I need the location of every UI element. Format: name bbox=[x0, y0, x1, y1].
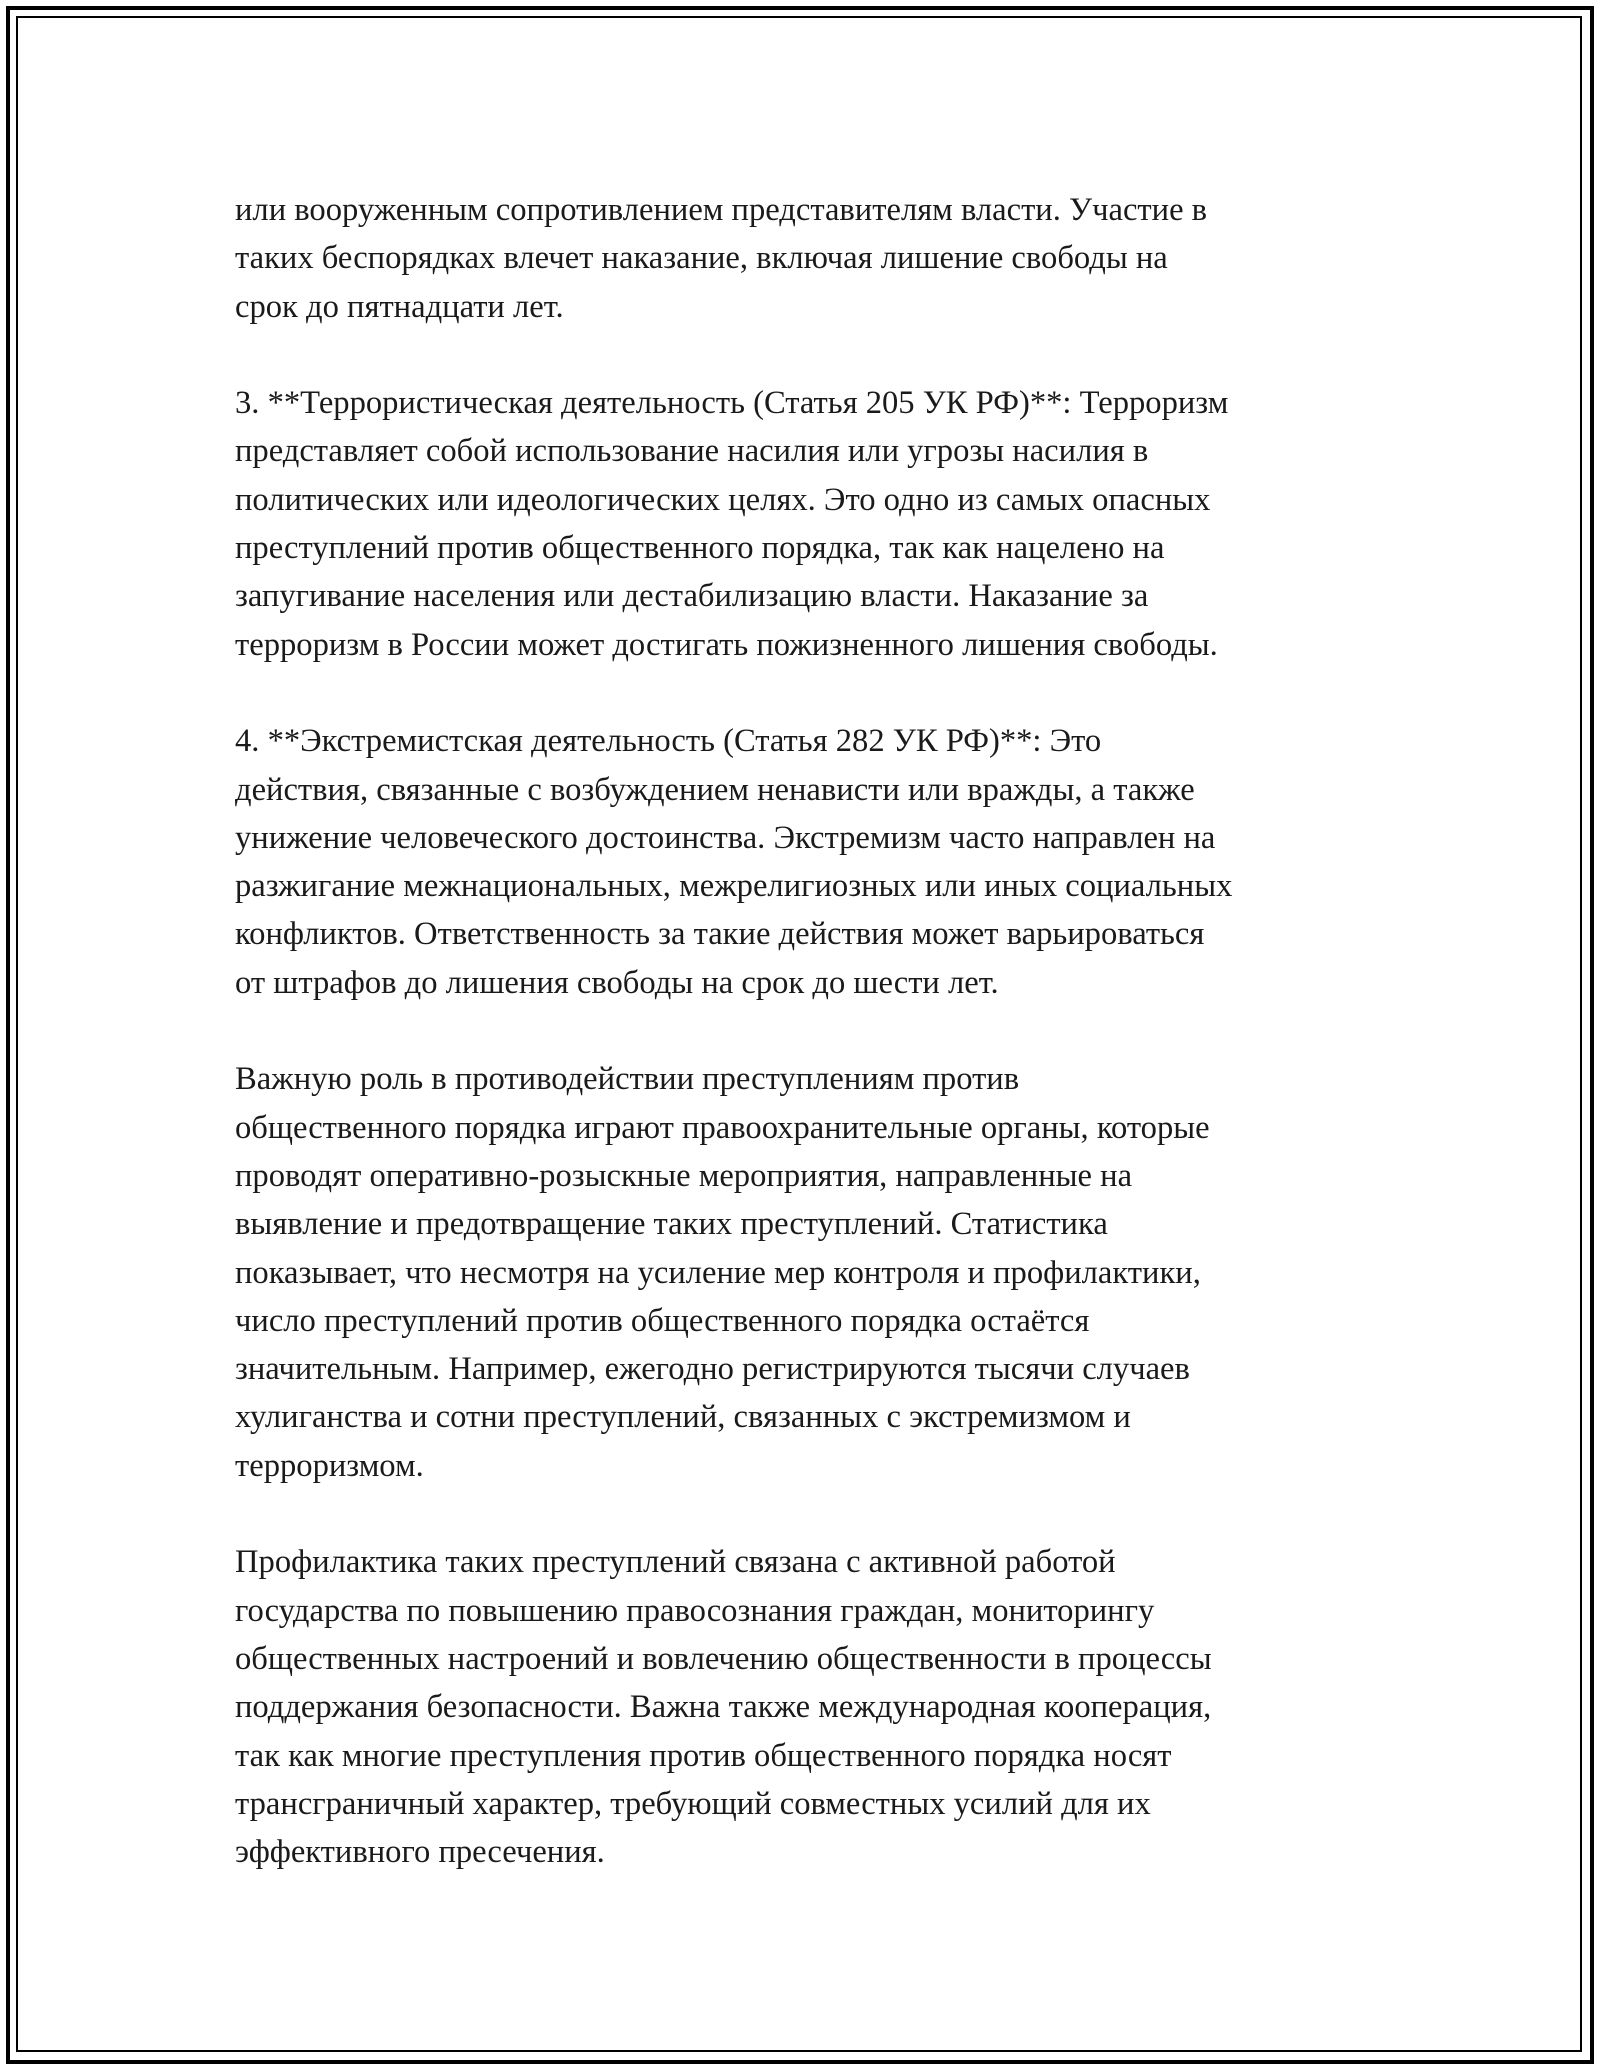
text-line: таких беспорядках влечет наказание, включая лишение свободы на bbox=[235, 240, 1168, 277]
text-line: срок до пятнадцати лет. bbox=[235, 288, 564, 325]
text-line: число преступлений против общественного порядка остаётся bbox=[235, 1302, 1090, 1339]
text-line: унижение человеческого достоинства. Экстремизм часто направлен на bbox=[235, 819, 1216, 856]
paragraph-terrorism bbox=[235, 379, 1375, 669]
text-line: выявление и предотвращение таких преступлений. Статистика bbox=[235, 1206, 1108, 1243]
text-line: запугивание населения или дестабилизацию власти. Наказание за bbox=[235, 578, 1149, 615]
paragraph-prevention bbox=[235, 1538, 1375, 1876]
text-line: Важную роль в противодействии преступлениям против bbox=[235, 1061, 1020, 1098]
text-line: действия, связанные с возбуждением ненависти или вражды, а также bbox=[235, 771, 1195, 808]
text-line: политических или идеологических целях. Это одно из самых опасных bbox=[235, 481, 1211, 518]
paragraph-riots-continuation bbox=[235, 186, 1375, 331]
paragraph-extremism bbox=[235, 717, 1375, 1007]
text-line: трансграничный характер, требующий совместных усилий для их bbox=[235, 1785, 1151, 1822]
text-line: конфликтов. Ответственность за такие действия может варьироваться bbox=[235, 916, 1205, 953]
text-line: проводят оперативно-розыскные мероприятия, направленные на bbox=[235, 1157, 1133, 1194]
paragraph-law-enforcement bbox=[235, 1055, 1375, 1490]
text-line: общественного порядка играют правоохранительные органы, которые bbox=[235, 1109, 1210, 1146]
document-body bbox=[235, 186, 1375, 1925]
text-line: терроризм в России может достигать пожизненного лишения свободы. bbox=[235, 626, 1218, 663]
text-line: преступлений против общественного порядка, так как нацелено на bbox=[235, 530, 1165, 567]
text-line: терроризмом. bbox=[235, 1447, 424, 1484]
text-line: разжигание межнациональных, межрелигиозных или иных социальных bbox=[235, 868, 1233, 905]
text-line: показывает, что несмотря на усиление мер контроля и профилактики, bbox=[235, 1254, 1201, 1291]
text-line: 3. **Террористическая деятельность (Статья 205 УК РФ)**: Терроризм bbox=[235, 385, 1229, 422]
text-line: 4. **Экстремистская деятельность (Статья 282 УК РФ)**: Это bbox=[235, 723, 1102, 760]
text-line: эффективного пресечения. bbox=[235, 1834, 605, 1871]
text-line: значительным. Например, ежегодно регистрируются тысячи случаев bbox=[235, 1351, 1190, 1388]
text-line: от штрафов до лишения свободы на срок до шести лет. bbox=[235, 964, 999, 1001]
text-line: хулиганства и сотни преступлений, связанных с экстремизмом и bbox=[235, 1399, 1131, 1436]
text-line: так как многие преступления против общественного порядка носят bbox=[235, 1737, 1172, 1774]
text-line: Профилактика таких преступлений связана с активной работой bbox=[235, 1544, 1116, 1581]
text-line: поддержания безопасности. Важна также международная кооперация, bbox=[235, 1689, 1212, 1726]
text-line: или вооруженным сопротивлением представителям власти. Участие в bbox=[235, 192, 1208, 228]
text-line: государства по повышению правосознания граждан, мониторингу bbox=[235, 1592, 1155, 1629]
text-line: общественных настроений и вовлечению общественности в процессы bbox=[235, 1640, 1212, 1677]
text-line: представляет собой использование насилия или угрозы насилия в bbox=[235, 433, 1149, 470]
